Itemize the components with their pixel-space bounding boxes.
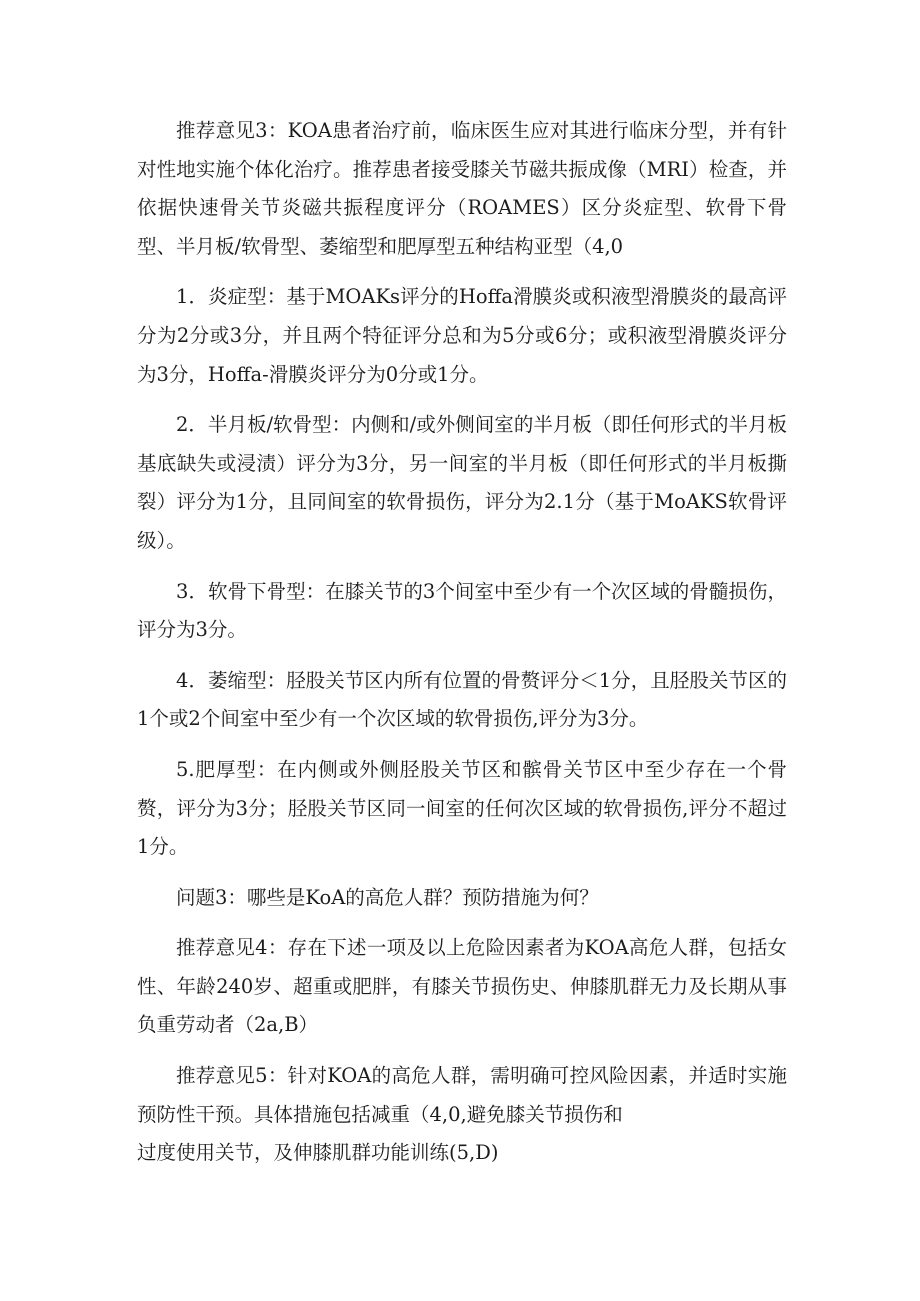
recommendation-5-continuation: 过度使用关节，及伸膝肌群功能训练(5,D) [137, 1141, 499, 1165]
document-body [137, 112, 787, 1185]
hypertrophic-type-paragraph: 5.肥厚型：在内侧或外侧胫股关节区和髌骨关节区中至少存在一个骨赘，评分为3分；胫股关节区同一间室的任何次区域的软骨损伤,评分不超过1分。 [137, 757, 787, 859]
subchondral-bone-type-paragraph: 3．软骨下骨型：在膝关节的3个间室中至少有一个次区域的骨髓损伤，评分为3分。 [137, 579, 787, 642]
recommendation-3-paragraph: 推荐意见3：KOA患者治疗前，临床医生应对其进行临床分型，并有针对性地实施个体化治疗。推荐患者接受膝关节磁共振成像（MRI）检查，并依据快速骨关节炎磁共振程度评分（ROAMES）区分炎症型、软骨下骨型、半月板/软骨型、萎缩型和肥厚型五种结构亚型（4,0 [137, 119, 787, 258]
question-3-heading: 问题3：哪些是KoA的高危人群？预防措施为何？ [176, 885, 599, 909]
inflammatory-type-paragraph: 1．炎症型：基于MOAKs评分的Hoffa滑膜炎或积液型滑膜炎的最高评分为2分或3分，并且两个特征评分总和为5分或6分；或积液型滑膜炎评分为3分，Hoffa-滑膜炎评分为0分或1分。 [137, 285, 787, 386]
recommendation-4-paragraph: 推荐意见4：存在下述一项及以上危险因素者为KOA高危人群，包括女性、年龄240岁、超重或肥胖，有膝关节损伤史、伸膝肌群无力及长期从事负重劳动者（2a,B） [137, 936, 787, 1037]
atrophic-type-paragraph: 4．萎缩型：胫股关节区内所有位置的骨赘评分＜1分，且胫股关节区的1个或2个间室中至少有一个次区域的软骨损伤,评分为3分。 [137, 668, 787, 731]
recommendation-5-paragraph: 推荐意见5：针对KOA的高危人群，需明确可控风险因素，并适时实施预防性干预。具体措施包括减重（4,0,避免膝关节损伤和 [137, 1064, 787, 1126]
meniscus-cartilage-type-paragraph: 2．半月板/软骨型：内侧和/或外侧间室的半月板（即任何形式的半月板基底缺失或浸渍）评分为3分，另一间室的半月板（即任何形式的半月板撕裂）评分为1分，且同间室的软骨损伤，评分为2.1分（基于MoAKS软骨评级）。 [137, 413, 787, 552]
